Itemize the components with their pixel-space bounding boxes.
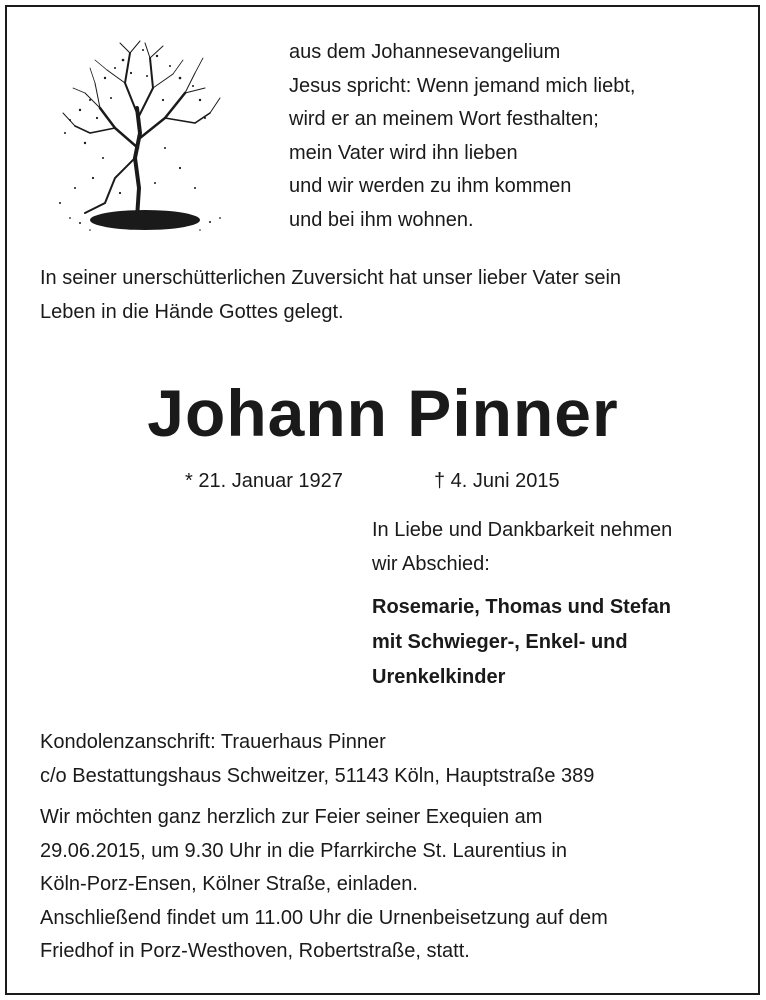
mourning-text [372, 514, 672, 581]
family-line: Urenkelkinder [372, 666, 506, 688]
bible-verse [289, 36, 635, 237]
verse-line: mein Vater wird ihn lieben [289, 141, 518, 164]
verse-line: Jesus spricht: Wenn jemand mich liebt, [289, 74, 636, 97]
invitation-paragraph [40, 801, 608, 969]
condolence-line: Kondolenzanschrift: Trauerhaus Pinner [40, 731, 386, 753]
invitation-line: Friedhof in Porz-Westhoven, Robertstraße, statt. [40, 940, 470, 962]
birth-date: * 21. Januar 1927 [185, 470, 343, 492]
mourning-line: In Liebe und Dankbarkeit nehmen [372, 519, 673, 541]
verse-source: aus dem Johannesevangelium [289, 41, 561, 63]
invitation-line: Anschließend findet um 11.00 Uhr die Urnenbeisetzung auf dem [40, 906, 608, 929]
invitation-line: Wir möchten ganz herzlich zur Feier seiner Exequien am [40, 806, 543, 828]
intro-line: Leben in die Hände Gottes gelegt. [40, 300, 344, 323]
intro-paragraph [40, 262, 621, 329]
condolence-address [40, 726, 594, 793]
verse-line: und wir werden zu ihm kommen [289, 175, 572, 197]
family-line: mit Schwieger-, Enkel- und [372, 631, 628, 653]
invitation-line: Köln-Porz-Ensen, Kölner Straße, einladen. [40, 873, 418, 895]
family-names [372, 590, 671, 695]
tree-icon [45, 38, 230, 238]
intro-line: In seiner unerschütterlichen Zuversicht hat unser lieber Vater sein [40, 267, 622, 289]
condolence-line: c/o Bestattungshaus Schweitzer, 51143 Köln, Hauptstraße 389 [40, 764, 595, 787]
family-line: Rosemarie, Thomas und Stefan [372, 596, 671, 618]
death-date: † 4. Juni 2015 [434, 470, 560, 492]
verse-line: und bei ihm wohnen. [289, 208, 474, 231]
mourning-line: wir Abschied: [372, 552, 490, 575]
invitation-line: 29.06.2015, um 9.30 Uhr in die Pfarrkirche St. Laurentius in [40, 839, 567, 862]
deceased-name: Johann Pinner [147, 376, 619, 450]
verse-line: wird er an meinem Wort festhalten; [289, 108, 599, 130]
